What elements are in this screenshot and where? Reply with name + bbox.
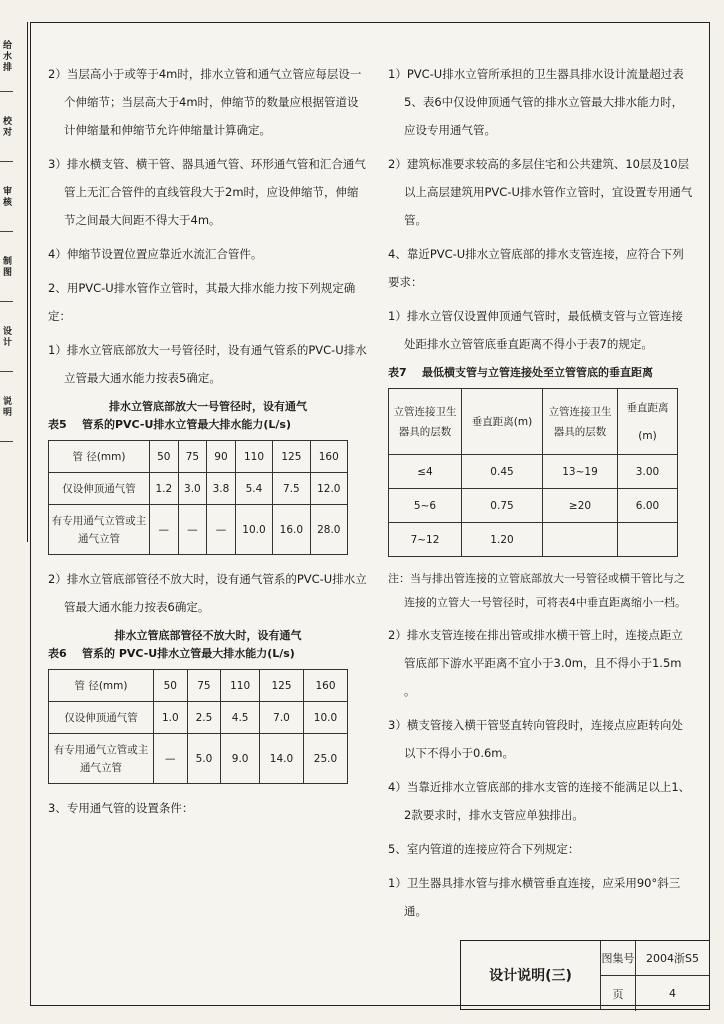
table-cell: 7.0 <box>260 702 304 734</box>
table-cell: 5.4 <box>235 473 272 505</box>
caption-line: 管系的PVC-U排水立管最大排水能力(L/s) <box>81 418 292 431</box>
paragraph: 4）伸缩节设置位置应靠近水流汇合管件。 <box>48 247 263 261</box>
table-row <box>389 489 678 523</box>
paragraph: 2）当层高小于或等于4m时，排水立管和通气立管应每层设一个伸缩节；当层高大于4m时，伸缩节的数量应根据管道设计伸缩量和伸缩节允许伸缩量计算确定。 <box>48 67 362 137</box>
paragraph: 1）PVC-U排水立管所承担的卫生器具排水设计流量超过表5、表6中仅设伸顶通气管的排水立管最大排水能力时，应设专用通气管。 <box>388 67 684 137</box>
margin-label: 给水排 <box>0 22 13 92</box>
table-cell: 12.0 <box>310 473 347 505</box>
table5-caption <box>48 398 368 434</box>
table-cell: — <box>207 505 236 555</box>
table-cell: 仅设伸顶通气管 <box>49 702 154 734</box>
table-cell: — <box>154 734 188 784</box>
table-cell: 75 <box>187 670 221 702</box>
table-row <box>49 670 348 702</box>
caption-line: 最低横支管与立管连接处至立管管底的垂直距离 <box>421 366 653 379</box>
paragraph: 1）卫生器具排水管与排水横管垂直连接，应采用90°斜三通。 <box>388 876 681 918</box>
table-cell: 有专用通气立管或主通气立管 <box>49 734 154 784</box>
table-row <box>49 505 348 555</box>
paragraph: 3、专用通气管的设置条件： <box>48 801 194 815</box>
paragraph: 3）排水横支管、横干管、器具通气管、环形通气管和汇合通气管上无汇合管件的直线管段大于2m时，应设伸缩节，伸缩节之间最大间距不得大于4m。 <box>48 157 366 227</box>
table-cell: 3.8 <box>207 473 236 505</box>
table-cell: 10.0 <box>235 505 272 555</box>
caption-line: 排水立管底部管径不放大时，设有通气 <box>114 629 302 642</box>
table-cell: 75 <box>178 441 207 473</box>
paragraph: 2）建筑标准要求较高的多层住宅和公共建筑、10层及10层以上高层建筑用PVC-U排水管作立管时，宜设置专用通气管。 <box>388 157 693 227</box>
margin-label: 设计 <box>0 302 13 372</box>
paragraph: 2）排水支管连接在排出管或排水横干管上时，连接点距立管底部下游水平距离不宜小于3.0m，且不得小于1.5m 。 <box>388 628 683 698</box>
table-cell: 3.0 <box>178 473 207 505</box>
table-cell: 6.00 <box>618 489 678 523</box>
margin-label: 说明 <box>0 372 13 442</box>
table-cell: 0.45 <box>462 455 543 489</box>
table-cell: — <box>178 505 207 555</box>
table-cell: 50 <box>154 670 188 702</box>
margin-label: 审核 <box>0 162 13 232</box>
page-label: 页 <box>612 987 624 1001</box>
table-cell: 13~19 <box>543 455 618 489</box>
table-number: 表7 <box>388 366 407 379</box>
table-cell: 160 <box>303 670 347 702</box>
atlas-number-value: 2004浙S5 <box>635 941 709 976</box>
table-row <box>49 473 348 505</box>
table-row <box>49 702 348 734</box>
table-cell: 1.0 <box>154 702 188 734</box>
table-number: 表5 <box>48 418 67 431</box>
table6-caption <box>48 627 368 663</box>
table-cell: 110 <box>221 670 260 702</box>
table-cell: 3.00 <box>618 455 678 489</box>
caption-line: 排水立管底部放大一号管径时，设有通气 <box>109 400 307 413</box>
table-cell: 1.2 <box>150 473 179 505</box>
table-row <box>389 455 678 489</box>
table-cell: ≤4 <box>389 455 462 489</box>
table-cell: 立管连接卫生器具的层数 <box>543 389 618 455</box>
table-cell: 管 径(mm) <box>49 670 154 702</box>
paragraph: 2）排水立管底部管径不放大时，设有通气管系的PVC-U排水立管最大通水能力按表6确定。 <box>48 572 367 614</box>
table-cell: 7~12 <box>389 523 462 557</box>
atlas-number-label: 图集号 <box>601 941 635 976</box>
table-cell: 14.0 <box>260 734 304 784</box>
table5 <box>48 440 348 555</box>
table-cell: ≥20 <box>543 489 618 523</box>
table-cell <box>543 523 618 557</box>
table7-caption <box>388 364 694 382</box>
table-cell: 管 径(mm) <box>49 441 150 473</box>
left-column <box>48 60 368 828</box>
table-cell: 仅设伸顶通气管 <box>49 473 150 505</box>
right-column <box>388 60 694 931</box>
table-cell: 9.0 <box>221 734 260 784</box>
paragraph: 3）横支管接入横干管竖直转向管段时，连接点应距转向处以下不得小于0.6m。 <box>388 718 683 760</box>
table-row <box>389 389 678 455</box>
table-cell: 0.75 <box>462 489 543 523</box>
table-row <box>49 734 348 784</box>
table-note: 注：当与排出管连接的立管底部放大一号管径或横干管比与之连接的立管大一号管径时，可将表4中垂直距离缩小一档。 <box>388 572 686 609</box>
table-cell: 垂直距离(m) <box>618 389 678 455</box>
paragraph: 4、靠近PVC-U排水立管底部的排水支管连接，应符合下列要求： <box>388 247 684 289</box>
table7 <box>388 388 678 557</box>
margin-signature-strip <box>0 22 28 542</box>
table-cell: 110 <box>235 441 272 473</box>
paragraph: 4）当靠近排水立管底部的排水支管的连接不能满足以上1、2款要求时，排水支管应单独排出。 <box>388 780 691 822</box>
margin-label: 校对 <box>0 92 13 162</box>
margin-label: 制图 <box>0 232 13 302</box>
table-cell: 25.0 <box>303 734 347 784</box>
table-cell: 5.0 <box>187 734 221 784</box>
paragraph: 1）排水立管仅设置伸顶通气管时，最低横支管与立管连接处距排水立管管底垂直距离不得小于表7的规定。 <box>388 309 683 351</box>
table-number: 表6 <box>48 647 67 660</box>
table-cell: 立管连接卫生器具的层数 <box>389 389 462 455</box>
caption-line: 管系的 PVC-U排水立管最大排水能力(L/s) <box>81 647 295 660</box>
table-cell: 5~6 <box>389 489 462 523</box>
table-cell: 90 <box>207 441 236 473</box>
table-cell: 7.5 <box>273 473 310 505</box>
table-row <box>389 523 678 557</box>
title-block-grid <box>601 941 709 1009</box>
table-cell: 125 <box>273 441 310 473</box>
title-block <box>460 940 710 1010</box>
table-cell <box>618 523 678 557</box>
table-cell: 垂直距离(m) <box>462 389 543 455</box>
table-cell: 50 <box>150 441 179 473</box>
sheet-title: 设计说明(三) <box>461 941 601 1009</box>
table-cell: — <box>150 505 179 555</box>
table-cell: 10.0 <box>303 702 347 734</box>
table-cell: 125 <box>260 670 304 702</box>
table-row <box>49 441 348 473</box>
table-cell: 4.5 <box>221 702 260 734</box>
paragraph: 1）排水立管底部放大一号管径时，设有通气管系的PVC-U排水立管最大通水能力按表5确定。 <box>48 343 367 385</box>
paragraph: 5、室内管道的连接应符合下列规定： <box>388 842 580 856</box>
table-cell: 2.5 <box>187 702 221 734</box>
table-cell: 有专用通气立管或主通气立管 <box>49 505 150 555</box>
table-cell: 160 <box>310 441 347 473</box>
page-number: 4 <box>635 976 709 1011</box>
paragraph: 2、用PVC-U排水管作立管时，其最大排水能力按下列规定确定： <box>48 281 356 323</box>
table-cell: 28.0 <box>310 505 347 555</box>
table-cell: 16.0 <box>273 505 310 555</box>
table6 <box>48 669 348 784</box>
table-cell: 1.20 <box>462 523 543 557</box>
